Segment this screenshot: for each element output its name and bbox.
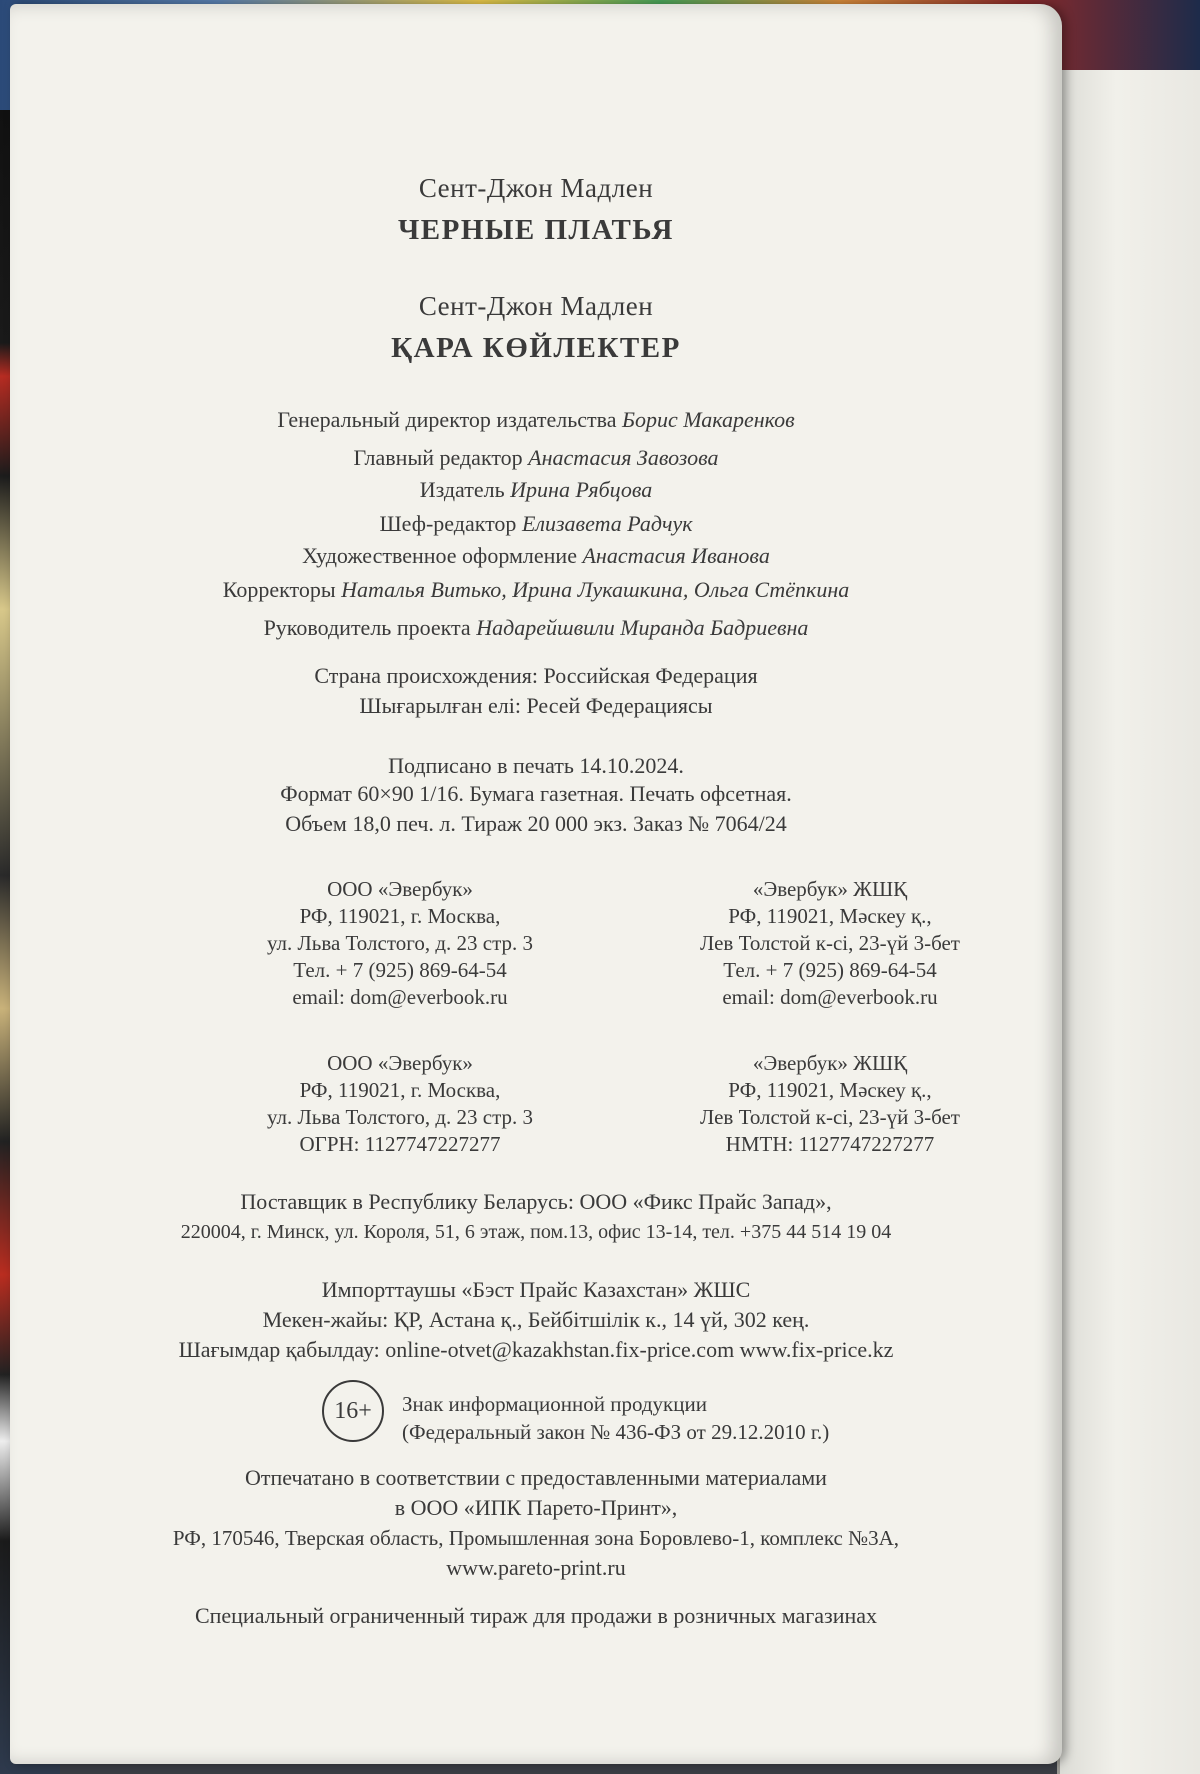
printer-website: www.pareto-print.ru [446,1555,626,1580]
origin-ru: Страна происхождения: Российская Федерация [314,663,758,688]
credit-line: Корректоры Наталья Витько, Ирина Лукашкина, Ольга Стёпкина [222,577,850,602]
age-rating-text: Знак информационной продукции [402,1392,707,1416]
author-kz: Сент-Джон Мадлен [418,291,654,321]
adjacent-page [1057,70,1200,1774]
printer-line: РФ, 170546, Тверская область, Промышленная зона Боровлево-1, комплекс №3А, [172,1526,900,1550]
print-info-line: Подписано в печать 14.10.2024. [388,753,684,778]
title-kz: ҚАРА КӨЙЛЕКТЕР [391,332,681,364]
supplier-line: 220004, г. Минск, ул. Короля, 51, 6 этаж, пом.13, офис 13-14, тел. +375 44 514 19 04 [180,1221,892,1243]
special-note: Специальный ограниченный тираж для продажи в розничных магазинах [194,1603,878,1628]
publisher-ru-2: ООО «Эвербук» РФ, 119021, г. Москва, ул. Льва Толстого, д. 23 стр. 3 ОГРН: 1127747227277 [266,1051,534,1156]
credit-line: Генеральный директор издательства Борис Макаренков [277,407,795,432]
importer-line: Шағымдар қабылдау: online-otvet@kazakhstan.fix-price.com www.fix-price.kz [178,1337,894,1362]
supplier-line: Поставщик в Республику Беларусь: ООО «Фикс Прайс Запад», [240,1189,832,1214]
printer-line: Отпечатано в соответствии с предоставленными материалами [245,1465,827,1490]
credit-line: Шеф-редактор Елизавета Радчук [379,511,693,536]
print-info-line: Объем 18,0 печ. л. Тираж 20 000 экз. Заказ № 7064/24 [285,811,787,836]
book-page [10,4,1062,1764]
printer-line: в ООО «ИПК Парето-Принт», [394,1495,678,1520]
credit-line: Главный редактор Анастасия Завозова [353,445,719,470]
importer-line: Мекен-жайы: ҚР, Астана қ., Бейбітшілік к., 14 үй, 302 кең. [262,1307,810,1332]
origin-kz: Шығарылған елі: Ресей Федерациясы [359,693,713,718]
title-ru: ЧЕРНЫЕ ПЛАТЬЯ [398,214,674,246]
credit-line: Художественное оформление Анастасия Иванова [302,543,770,568]
author-ru: Сент-Джон Мадлен [418,173,654,203]
print-info-line: Формат 60×90 1/16. Бумага газетная. Печать офсетная. [280,781,792,806]
credit-line: Руководитель проекта Надарейшвили Миранда Бадриевна [263,615,809,640]
publisher-kz-2: «Эвербук» ЖШҚ РФ, 119021, Мәскеу қ., Лев Толстой к-сі, 23-үй 3-бет НМТН: 1127747227277 [700,1051,960,1156]
importer-line: Импорттаушы «Бэст Прайс Казахстан» ЖШС [321,1277,751,1302]
age-rating-law: (Федеральный закон № 436-ФЗ от 29.12.2010 г.) [402,1420,830,1444]
credit-line: Издатель Ирина Рябцова [419,477,653,502]
publisher-ru-1: ООО «Эвербук» РФ, 119021, г. Москва, ул. Льва Толстого, д. 23 стр. 3 Тел. + 7 (925) 869-64-54 email: dom@everbook.ru [266,877,534,1009]
publisher-kz-1: «Эвербук» ЖШҚ РФ, 119021, Мәскеу қ., Лев Толстой к-сі, 23-үй 3-бет Тел. + 7 (925) 869-64-54 email: dom@everbook.ru [700,877,960,1009]
age-rating-badge: 16+ [322,1380,384,1442]
